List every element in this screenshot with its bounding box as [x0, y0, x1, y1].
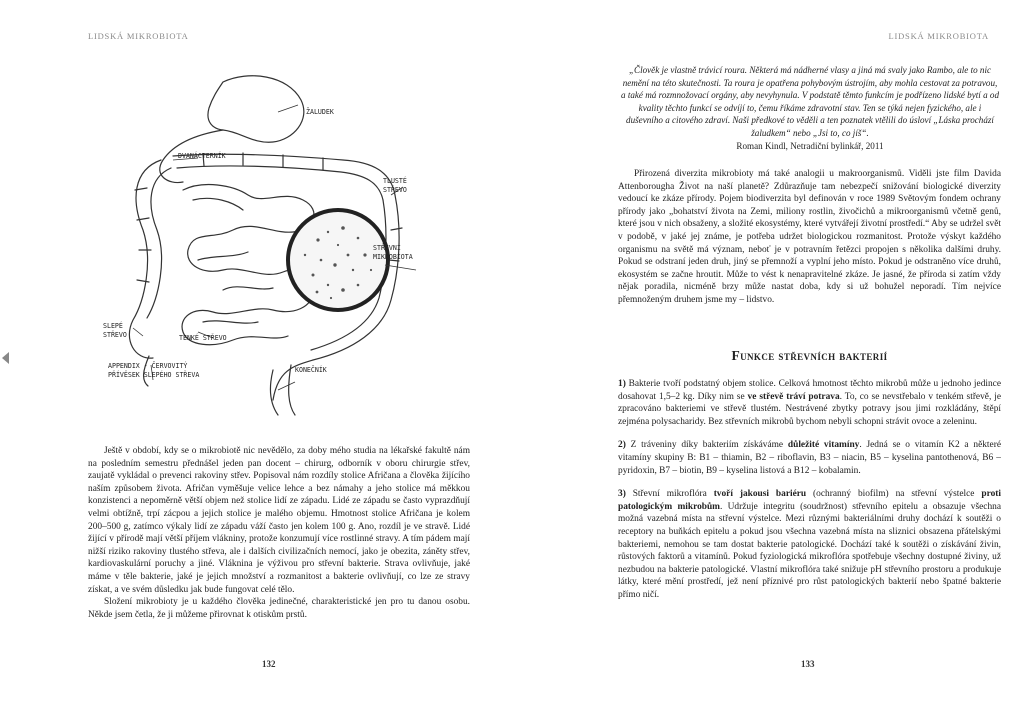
list-item: 2) Z tráveniny díky bakteriím získáváme důležité vitamíny. Jedná se o vitamín K2 a některé vitamíny skupiny B: B1 – thiamin, B2 – riboflavin, B3 – niacin, B5 – kyselina pantothenová, B6 – pyridoxin, B7 – biotin, B9 – kyselina listová a B12 – kobalamin.	[618, 440, 1001, 476]
list-item: 1) Bakterie tvoří podstatný objem stolice. Celková hmotnost těchto mikrobů může u jednoho jedince dosahovat 1,5–2 kg. Díky nim se ve střevě tráví potrava. To, co se nevstřebalo v tenkém střevě, je zpracováno bakteriemi ve střevě tlustém. Nestrávené zbytky potravy jsou jimi rozkládány, štěpí zejména polysacharidy. Bez střevních mikrobů bychom nebyli schopni strávit ovoce a zeleninu.	[618, 379, 1001, 427]
paragraph: Přirozená diverzita mikrobioty má také analogii u makroorganismů. Viděli jste film Davida Attenborougha Život na naší planetě? Zdůrazňuje tam nebezpečí snižování biologické diverzity vedoucí ke zkáze přírody. Pojem biodiverzita byl definován v roce 1989 Světovým fondem ochrany přírody jako „bohatství života na Zemi, miliony rostlin, živočichů a mikroorganismů včetně genů, které jsou v nich obsaženy, a složité ekosystémy, které vytvářejí životní prostředí.“ Aby se udržel svět v podobě, v jaké jej známe, je potřeba udržet biologickou rozmanitost. Protože výskyt každého organismu na světě má význam, neboť je v potravním řetězci propojen s několika dalšími druhy. Pokud se odstraní jeden druh, jiný se přemnoží a vyplní jeho místo. Pokud je odstraněno více druhů, ekosystém se začne hroutit. Může to vést k nenapravitelné zkáze. Je jasné, že příroda si zatím vždy nějak poradila, nicméně brzy může nastat doba, kdy si už bohužel neporadí. Tím nejvíce přemnoženým druhem jsme my – lidstvo.	[618, 169, 1001, 305]
label-tenke-strevo: TENKÉ STŘEVO	[179, 334, 227, 342]
label-tluste-strevo: TLUSTÉ STŘEVO	[383, 177, 407, 194]
paragraph: Složení mikrobioty je u každého člověka jedinečné, charakteristické jen pro tu danou osobu. Někde jsem četla, že ji můžeme přirovnat k otiskům prstů.	[88, 597, 470, 620]
section-title: Funkce střevních bakterií	[731, 348, 888, 363]
list-item: 3) Střevní mikroflóra tvoří jakousi bariéru (ochranný biofilm) na střevní výstelce proti patologickým mikrobům. Udržuje integritu (soudržnost) střevního epitelu a obsazuje všechna možná vazebná místa na střevní výstelce. Mezi různými bakteriálními druhy dochází k soutěži o receptory na buňkách epitelu a pokud jsou všechna vazebná místa na sliznici obsazena přátelskými bakteriemi, nemohou se tam dostat bakterie patologické. Dochází také k soutěži o získávání živin, růstových faktorů a vitamínů. Pokud fyziologická mikroflóra spotřebuje všechny dostupné živiny, už nezbudou na bakterie patologické. Vlastní mikroflóra také snižuje pH střevního prostoru a produkuje látky, které mění prostředí, jež není příznivé pro růst patologických bakterií nebo špatné bakterie přímo ničí.	[618, 489, 1001, 600]
left-page	[18, 0, 506, 705]
left-body-text	[88, 445, 470, 621]
intro-text	[618, 168, 1001, 307]
label-slepe-strevo: SLEPÉ STŘEVO	[103, 322, 127, 339]
digestive-tract-illustration	[73, 60, 463, 420]
label-zaludek: ŽALUDEK	[306, 108, 334, 116]
epigraph-quote	[620, 64, 1000, 152]
page-number: 133	[801, 659, 815, 669]
paragraph: Ještě v období, kdy se o mikrobiotě nic nevědělo, za doby mého studia na lékařské fakultě nám na posledním semestru přednášel jeden pan docent – chirurg, odborník v oboru chirurgie střev, zaujatě vykládal o prevenci rakoviny střev. Popisoval nám rozdíly stolice Afričana a člověka žijícího naším způsobem života. Afričan vyměšuje velice lehce a bez námahy a jeho stolice má měkkou konzistenci a nepoměrně větší objem než stolice lidí ze západu. Lidé ze západu se často vyprazdňují velmi obtížně, trpí zácpou a jejich stolice je malého objemu. Hmotnost stolice Afričana je kolem 200–500 g, zatímco výkaly lidí ze západu váží často jen kolem 100 g. Ano, rozdíl je ve stravě. Lidé žijící v přírodě mají větší příjem vlákniny, protože konzumují více rostlinné stravy. A tím pádem mají nižší riziko rakoviny tlustého střeva, ale i dalších civilizačních nemocí, jako je obezita, záněty střev, kardiovaskulární poruchy a jiné. Vláknina je výživou pro střevní bakterie. Strava ovlivňuje, jaké máme v těle bakterie, jaké je jejich množství a rozmanitost a bakterie ovlivňují, co lze ze stravy získat, a ve svém důsledku jak bude fungovat celé tělo.	[88, 446, 470, 595]
right-page	[538, 0, 1024, 705]
quote-attribution: Roman Kindl, Netradiční bylinkář, 2011	[736, 140, 884, 151]
quote-text: „Člověk je vlastně trávicí roura. Některá má nádherné vlasy a jiná má svaly jako Rambo, ale to nic nemění na této skutečnosti. Ta roura je opatřena pohybovým ústrojím, aby mohla cestovat za potravou, a také má rozmnožovací orgány, aby nevyhynula. V podstatě těmto funkcím je podřízeno lidské bytí a od kvality těchto funkcí se odvíjí to, čemu říkáme zdravotní stav. Ten se týká nejen fyzického, ale i duševního a citového zdraví. Naši předkové to věděli a ten poznatek vtělili do úsloví „Láska prochází žaludkem“ nebo „Jsi to, co jíš“.	[621, 65, 999, 138]
label-dvanactnik: DVANÁCTERNÍK	[178, 152, 226, 160]
label-konecnik: KONEČNÍK	[295, 366, 327, 374]
label-strevni-mikrobiota: STŘEVNÍ MIKROBIOTA	[373, 244, 413, 261]
page-number: 132	[262, 659, 276, 669]
rectum-shape	[271, 365, 295, 415]
functions-list	[618, 378, 1001, 613]
previous-page-arrow-icon[interactable]	[2, 352, 9, 364]
label-appendix: APPENDIX - ČERVOVITÝ PŘÍVĚSEK SLEPÉHO STŘEVA	[108, 362, 200, 379]
running-head: LIDSKÁ MIKROBIOTA	[88, 31, 189, 41]
stomach-shape	[208, 76, 304, 142]
running-head: LIDSKÁ MIKROBIOTA	[888, 31, 989, 41]
